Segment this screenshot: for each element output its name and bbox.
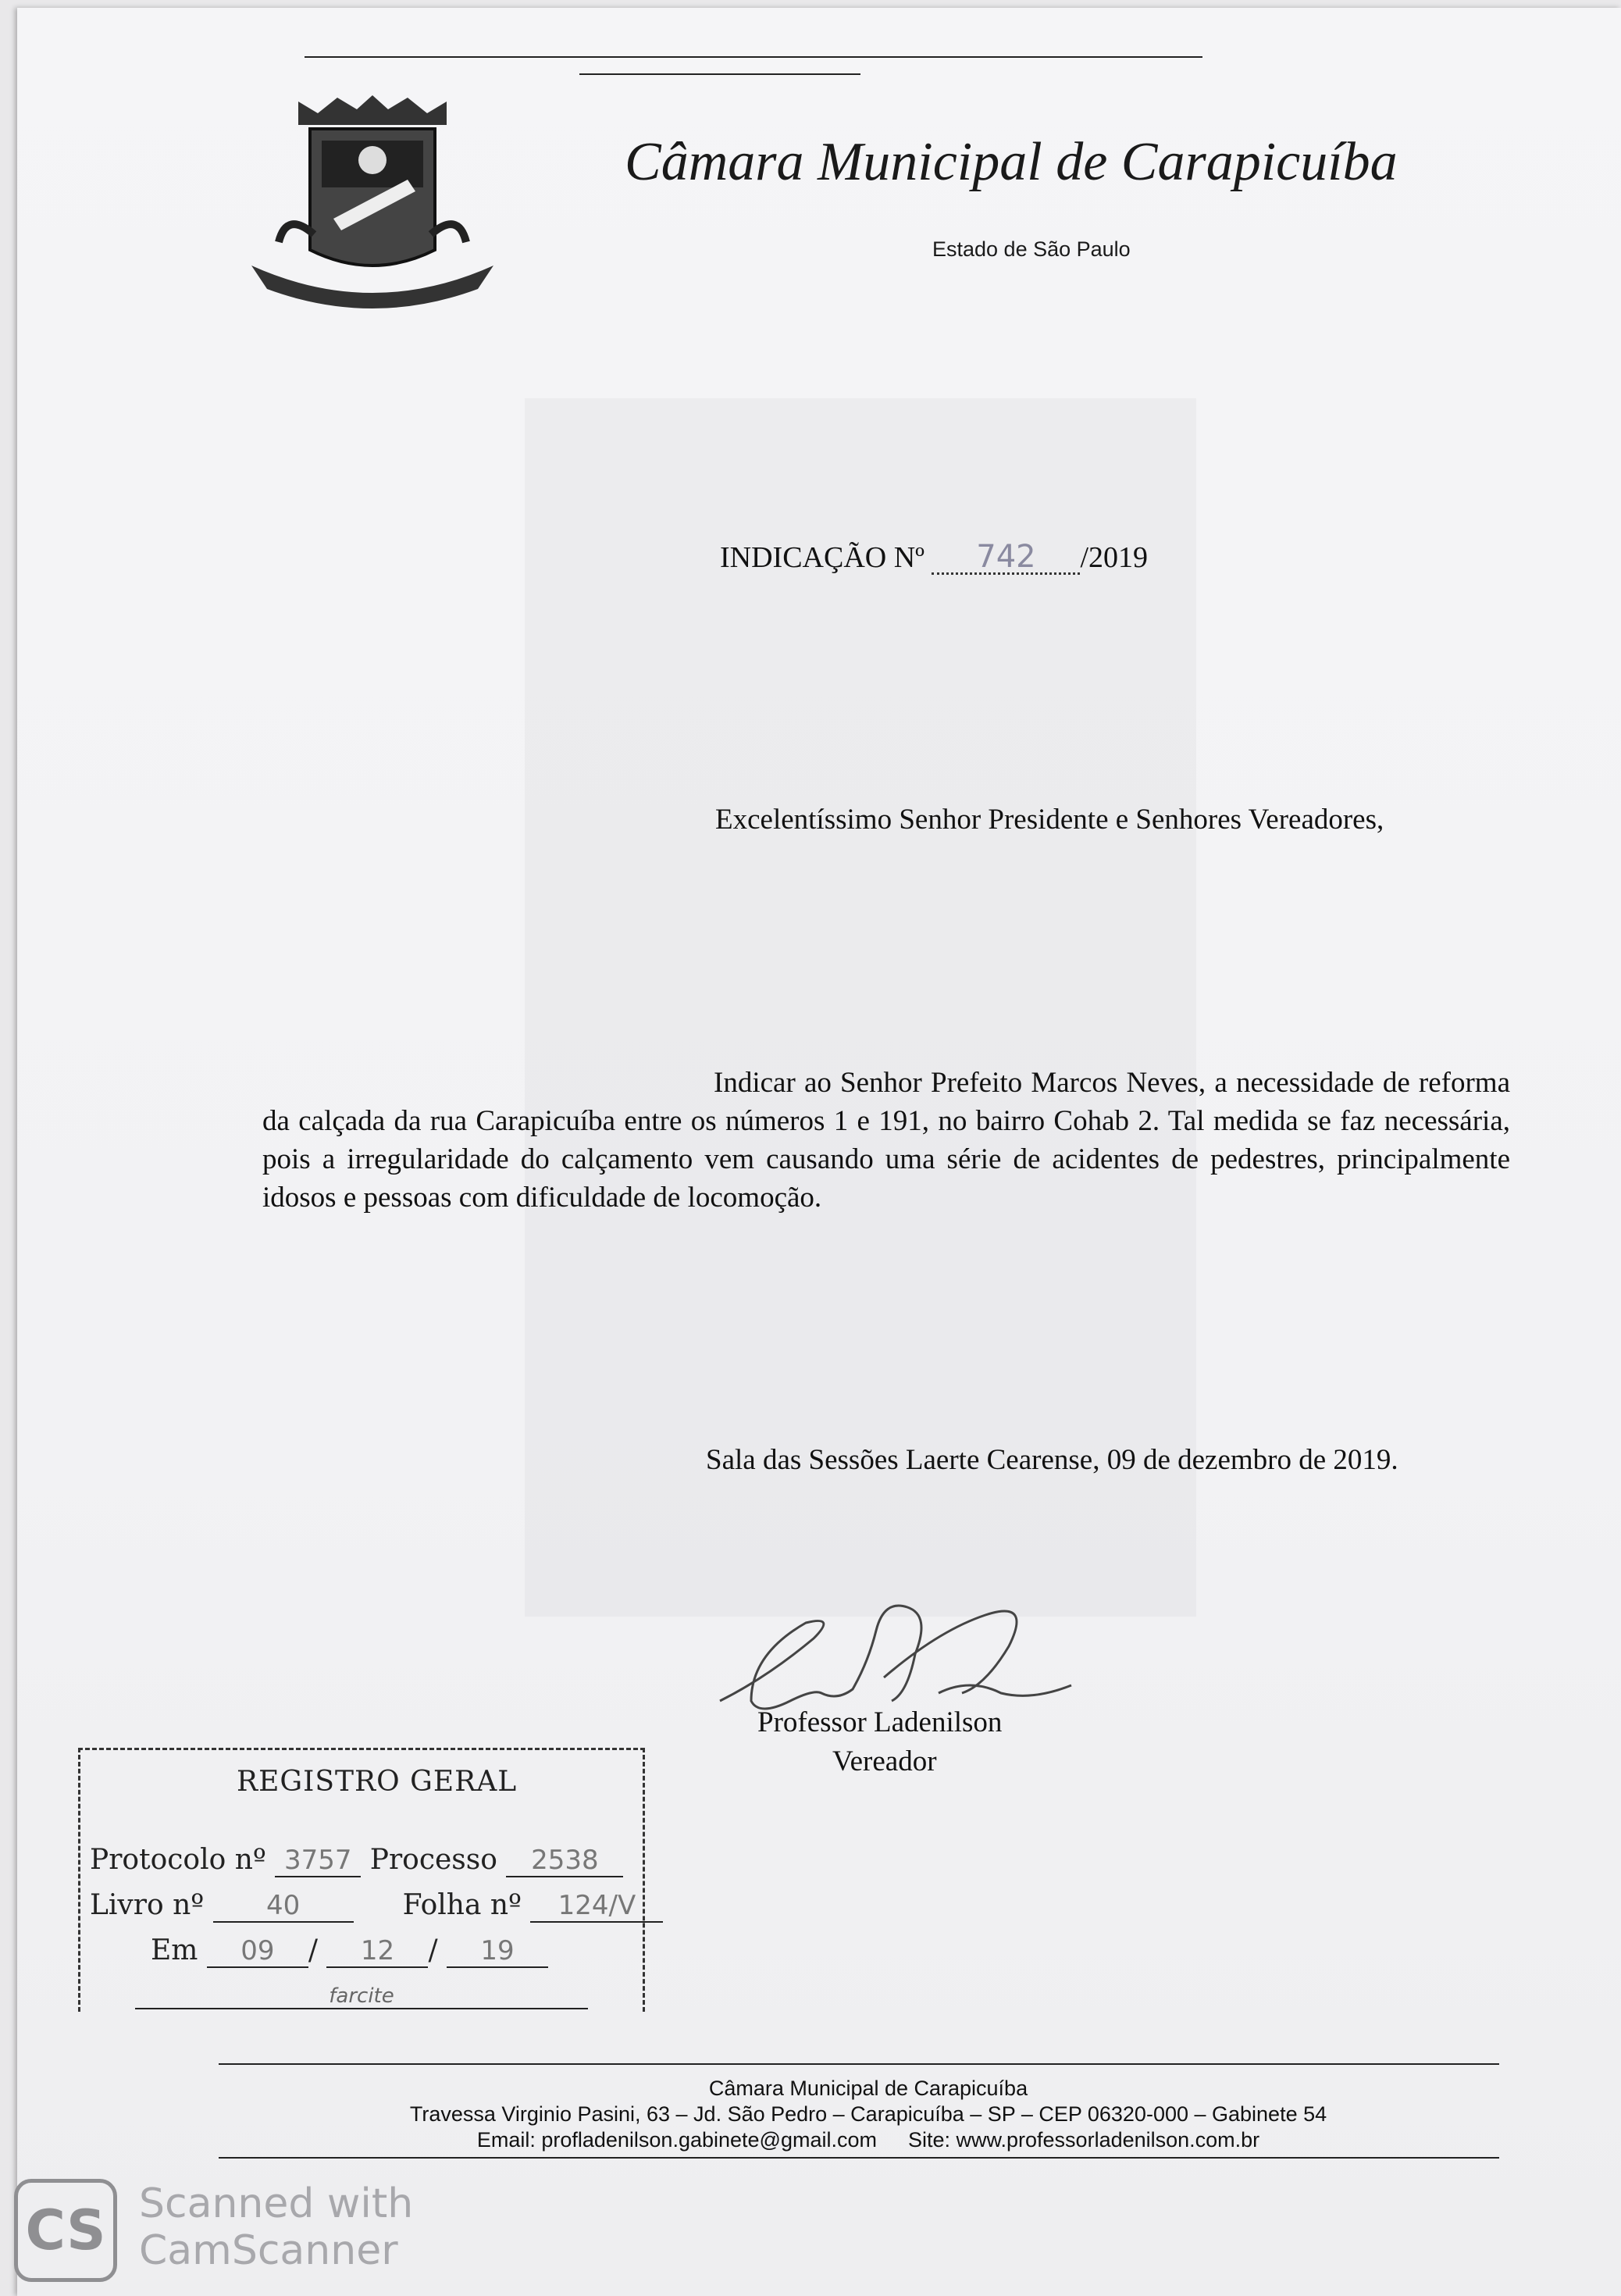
coat-of-arms-logo: [244, 86, 501, 312]
header-rule-second: [579, 73, 860, 75]
camscanner-watermark: [139, 2180, 413, 2274]
footer-rule-bottom: [219, 2157, 1499, 2159]
stamp-year: 19: [447, 1935, 548, 1968]
place-date: Sala das Sessões Laerte Cearense, 09 de dezembro de 2019.: [706, 1444, 1398, 1476]
institution-title: Câmara Municipal de Carapicuíba: [625, 132, 1398, 192]
footer-institution: Câmara Municipal de Carapicuíba: [708, 2077, 1028, 2100]
folha-value: 124/V: [530, 1890, 663, 1923]
body-paragraph: Indicar ao Senhor Prefeito Marcos Neves, a necessidade de reforma da calçada da rua Carapicuíba entre os números 1 e 191, no bairro Cohab 2. Tal medida se faz necessária, pois a irregularidade do calçamento vem causando uma série de acidentes de pedestres, principalmente idosos e pessoas com dificuldade de locomoção.: [262, 1067, 1510, 1214]
protocolo-value: 3757: [275, 1845, 361, 1877]
stamp-day: 09: [207, 1935, 308, 1968]
registry-stamp: [78, 1748, 645, 2012]
footer-rule-top: [219, 2063, 1499, 2065]
stamp-signature: farcite: [135, 1984, 588, 2009]
processo-value: 2538: [506, 1845, 623, 1877]
indicacao-line: [720, 540, 1148, 575]
indicacao-label: INDICAÇÃO Nº: [720, 541, 925, 574]
indicacao-number: 742: [932, 541, 1080, 575]
signer-role: Vereador: [832, 1745, 937, 1777]
footer-contact: [236, 2127, 1501, 2153]
camscanner-logo: CS: [14, 2179, 117, 2282]
protocolo-label: Protocolo nº: [90, 1844, 266, 1876]
em-label: Em: [151, 1934, 198, 1966]
stamp-row-date: Em 09 / 12 / 19: [151, 1934, 548, 1968]
processo-label: Processo: [369, 1844, 497, 1876]
stamp-month: 12: [326, 1935, 428, 1968]
stamp-row-protocolo: [90, 1844, 623, 1877]
folha-label: Folha nº: [402, 1889, 522, 1921]
watermark-line2: CamScanner: [139, 2227, 398, 2274]
footer: [236, 2076, 1501, 2153]
footer-site: Site: www.professorladenilson.com.br: [907, 2128, 1260, 2152]
header-rule-top: [305, 56, 1202, 58]
state-subtitle: Estado de São Paulo: [932, 237, 1131, 261]
indicacao-year: /2019: [1080, 541, 1148, 574]
stamp-title: REGISTRO GERAL: [237, 1766, 518, 1798]
watermark-line1: Scanned with: [139, 2180, 414, 2227]
livro-value: 40: [213, 1890, 354, 1923]
salutation: Excelentíssimo Senhor Presidente e Senhores Vereadores,: [715, 804, 1384, 836]
footer-email: Email: profladenilson.gabinete@gmail.com: [476, 2128, 877, 2152]
document-page: [17, 8, 1621, 2296]
signer-name: Professor Ladenilson: [757, 1706, 1003, 1738]
livro-label: Livro nº: [90, 1889, 205, 1921]
stamp-row-livro: [90, 1889, 663, 1923]
footer-address: Travessa Virginio Pasini, 63 – Jd. São Pedro – Carapicuíba – SP – CEP 06320-000 – Gabinete 54: [409, 2102, 1327, 2126]
